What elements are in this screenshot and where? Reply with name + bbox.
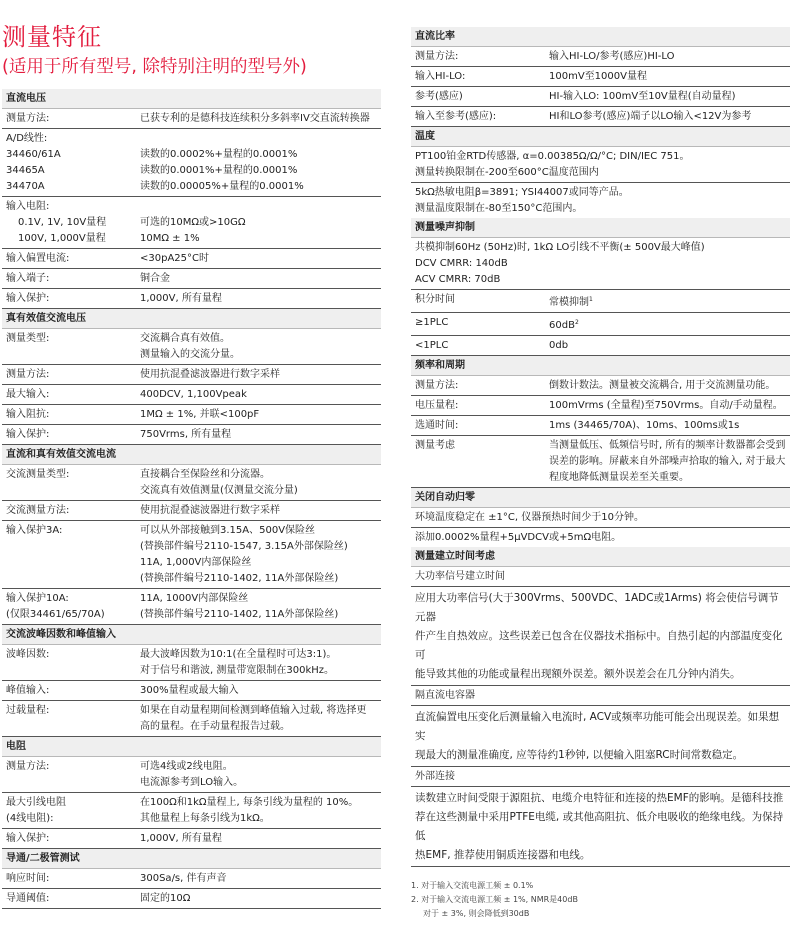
spec-value: 最大波峰因数为10:1(在全量程时可达3:1)。 <box>140 649 337 660</box>
spec-row <box>2 109 381 129</box>
spec-label: 输入至参考(感应): <box>415 111 497 122</box>
section-noise-rejection: 测量噪声抑制 <box>411 218 790 238</box>
spec-value: HI-输入LO: 100mV至10V量程(自动量程) <box>549 91 736 102</box>
spec-row <box>2 869 381 889</box>
spec-text: 5kΩ热敏电阻β=3891; YSI44007或同等产品。 <box>415 187 629 198</box>
spec-value: 11A, 1000V内部保险丝 <box>140 593 249 604</box>
spec-row <box>411 290 790 313</box>
spec-value: 误差的影响。屏蔽来自外部噪声拾取的输入, 对于最大 <box>549 456 786 467</box>
spec-text: 测量转换限制在-200至600°C温度范围内 <box>415 167 599 178</box>
spec-value: 测量输入的交流分量。 <box>140 349 240 360</box>
spec-label: 电压量程: <box>415 400 459 411</box>
left-column <box>2 89 381 909</box>
page-title: 测量特征 <box>2 23 102 51</box>
spec-label: 导通阈值: <box>6 893 50 904</box>
range-label: 0.1V, 1V, 10V量程 <box>18 217 107 228</box>
spec-paragraph <box>411 787 790 867</box>
spec-label: 峰值输入: <box>6 685 50 696</box>
spec-row <box>2 269 381 289</box>
subsection-title: 外部连接 <box>411 767 790 787</box>
spec-label: 参考(感应) <box>415 91 463 102</box>
section-crest: 交流波峰因数和峰值输入 <box>2 625 381 645</box>
spec-row <box>411 107 790 127</box>
spec-value: 1,000V, 所有量程 <box>140 293 222 304</box>
spec-label: 输入端子: <box>6 273 50 284</box>
spec-text: ACV CMRR: 70dB <box>415 274 501 285</box>
section-continuity: 导通/二极管测试 <box>2 849 381 869</box>
subsection-title: 大功率信号建立时间 <box>411 567 790 587</box>
section-autozero-off: 关闭自动归零 <box>411 488 790 508</box>
spec-value: 高的量程。在手动量程报告过载。 <box>140 721 290 732</box>
spec-label: 输入阻抗: <box>6 409 50 420</box>
spec-row <box>411 67 790 87</box>
spec-label: 过载量程: <box>6 705 50 716</box>
spec-label: 测量考虑 <box>415 440 455 451</box>
spec-value: 读数的0.0001%+量程的0.0001% <box>140 165 298 176</box>
spec-value: (替换部件编号2110-1402, 11A外部保险丝) <box>140 609 339 620</box>
spec-label: 测量方法: <box>6 761 50 772</box>
spec-paragraph <box>411 238 790 290</box>
section-current: 直流和真有效值交流电流 <box>2 445 381 465</box>
spec-value: 300%量程或最大输入 <box>140 685 239 696</box>
footnote-ref: 1 <box>589 296 593 303</box>
spec-row <box>2 793 381 829</box>
footnote: 2. 对于输入交流电源工频 ± 1%, NMR是40dB <box>411 895 578 904</box>
spec-value: HI和LO参考(感应)端子以LO输入<12V为参考 <box>549 111 752 122</box>
spec-value: 可选4线或2线电阻。 <box>140 761 233 772</box>
spec-value: 已获专利的是德科技连续积分多斜率IV交直流转换器 <box>140 113 370 124</box>
spec-row <box>2 425 381 445</box>
spec-value: 可以从外部接触到3.15A、500V保险丝 <box>140 525 316 536</box>
spec-label: 输入保护: <box>6 833 50 844</box>
spec-row <box>2 289 381 309</box>
spec-text: PT100铂金RTD传感器, α=0.00385Ω/Ω/°C; DIN/IEC 751。 <box>415 151 690 162</box>
spec-row <box>2 645 381 681</box>
spec-value: 750Vrms, 所有量程 <box>140 429 232 440</box>
spec-row <box>411 87 790 107</box>
spec-text: 直流偏置电压变化后测量输入电流时, ACV或频率功能可能会出现误差。如果想实 <box>415 711 780 742</box>
section-temperature: 温度 <box>411 127 790 147</box>
spec-row <box>2 385 381 405</box>
spec-label: ≥1PLC <box>415 317 449 328</box>
spec-row <box>411 47 790 67</box>
spec-row <box>2 701 381 737</box>
spec-label: 测量类型: <box>6 333 50 344</box>
spec-label: 输入HI-LO: <box>415 71 466 82</box>
spec-value: 其他量程上每条引线为1kΩ。 <box>140 813 270 824</box>
spec-value: 400DCV, 1,100Vpeak <box>140 389 247 400</box>
spec-row <box>2 329 381 365</box>
spec-value: 读数的0.00005%+量程的0.0001% <box>140 181 304 192</box>
spec-label: (4线电阻): <box>6 813 54 824</box>
spec-value: 电流源参考到LO输入。 <box>140 777 244 788</box>
spec-label: 交流测量方法: <box>6 505 70 516</box>
section-ac-voltage: 真有效值交流电压 <box>2 309 381 329</box>
footnote: 1. 对于输入交流电源工频 ± 0.1% <box>411 881 534 890</box>
spec-row <box>2 829 381 849</box>
spec-text: 共模抑制60Hz (50Hz)时, 1kΩ LO引线不平衡(± 500V最大峰值) <box>415 242 705 253</box>
spec-value: 1MΩ ± 1%, 并联<100pF <box>140 409 260 420</box>
spec-value: 60dB <box>549 320 575 331</box>
spec-text: 荐在这些测量中采用PTFE电缆, 或其他高阻抗、低介电吸收的绝缘电线。为保持低 <box>415 811 784 842</box>
spec-row <box>411 336 790 356</box>
spec-paragraph: 环境温度稳定在 ±1°C, 仪器预热时间少于10分钟。 <box>411 508 790 528</box>
spec-paragraph <box>411 183 790 218</box>
section-settling: 测量建立时间考虑 <box>411 547 790 567</box>
spec-label: <1PLC <box>415 340 449 351</box>
spec-value: 100mV至1000V量程 <box>549 71 647 82</box>
spec-row-input-resistance <box>2 197 381 249</box>
spec-value: 固定的10Ω <box>140 893 191 904</box>
spec-text: 热EMF, 推荐使用铜质连接器和电线。 <box>415 849 591 861</box>
spec-value: 交流真有效值测量(仅测量交流分量) <box>140 485 298 496</box>
model-label: 34460/61A <box>6 149 61 160</box>
spec-row <box>411 396 790 416</box>
spec-label: 输入电阻: <box>6 201 50 212</box>
spec-value: 倒数计数法。测量被交流耦合, 用于交流测量功能。 <box>549 380 776 391</box>
spec-paragraph: 添加0.0002%量程+5μVDCV或+5mΩ电阻。 <box>415 532 622 543</box>
spec-row <box>2 589 381 625</box>
footnote: 对于 ± 3%, 则会降低到30dB <box>423 909 530 918</box>
spec-label: 测量方法: <box>415 51 459 62</box>
spec-text: 应用大功率信号(大于300Vrms、500VDC、1ADC或1Arms) 将会使信号调节元器 <box>415 592 779 623</box>
spec-text: 件产生自热效应。这些误差已包含在仪器技术指标中。自热引起的内部温度变化可 <box>415 630 783 661</box>
spec-label: 测量方法: <box>415 380 459 391</box>
spec-row <box>411 416 790 436</box>
spec-row <box>411 436 790 488</box>
spec-value: 使用抗混叠滤波器进行数字采样 <box>140 505 280 516</box>
spec-value: 直接耦合至保险丝和分流器。 <box>140 469 270 480</box>
spec-row <box>2 249 381 269</box>
title-block <box>2 22 307 80</box>
spec-value: 当测量低压、低频信号时, 所有的频率计数器都会受到 <box>549 440 786 451</box>
spec-value: 如果在自动量程期间检测到峰值输入过载, 将选择更 <box>140 705 367 716</box>
spec-value: 可选的10MΩ或>10GΩ <box>140 217 246 228</box>
spec-row <box>2 465 381 501</box>
spec-label: 输入偏置电流: <box>6 253 70 264</box>
spec-label: 选通时间: <box>415 420 459 431</box>
spec-text: 读数建立时间受限于源阻抗、电缆介电特征和连接的热EMF的影响。是德科技推 <box>415 792 784 804</box>
section-frequency: 频率和周期 <box>411 356 790 376</box>
spec-text: 测量温度限制在-80至150°C范围内。 <box>415 203 583 214</box>
spec-label: 最大输入: <box>6 389 50 400</box>
spec-row <box>2 501 381 521</box>
spec-value: (替换部件编号2110-1547, 3.15A外部保险丝) <box>140 541 348 552</box>
spec-text: 能导致其他的功能或量程出现额外误差。额外误差会在几分钟内消失。 <box>415 668 741 680</box>
spec-row <box>2 889 381 909</box>
spec-label: 测量方法: <box>6 113 50 124</box>
spec-label: 波峰因数: <box>6 649 50 660</box>
section-dc-ratio: 直流比率 <box>411 27 790 47</box>
spec-value: 交流耦合真有效值。 <box>140 333 230 344</box>
spec-label: 测量方法: <box>6 369 50 380</box>
spec-value: 输入HI-LO/参考(感应)HI-LO <box>549 51 675 62</box>
model-label: 34465A <box>6 165 45 176</box>
spec-paragraph <box>411 147 790 183</box>
column-header: 积分时间 <box>415 294 455 305</box>
spec-label: A/D线性: <box>6 133 48 144</box>
spec-row <box>2 521 381 589</box>
spec-row <box>2 681 381 701</box>
spec-value: 1ms (34465/70A)、10ms、100ms或1s <box>549 420 740 431</box>
spec-text: DCV CMRR: 140dB <box>415 258 508 269</box>
page-subtitle: (适用于所有型号, 除特别注明的型号外) <box>2 57 307 77</box>
spec-row <box>2 365 381 385</box>
section-dc-voltage: 直流电压 <box>2 89 381 109</box>
spec-row-ad-linearity <box>2 129 381 197</box>
spec-row <box>411 313 790 336</box>
spec-value: 11A, 1,000V内部保险丝 <box>140 557 252 568</box>
spec-label: 输入保护3A: <box>6 525 63 536</box>
range-label: 100V, 1,000V量程 <box>18 233 106 244</box>
spec-label: 响应时间: <box>6 873 50 884</box>
spec-value: 读数的0.0002%+量程的0.0001% <box>140 149 298 160</box>
spec-label: 输入保护: <box>6 293 50 304</box>
spec-text: 现最大的测量准确度, 应等待约1秒钟, 以便输入阻塞RC时间常数稳定。 <box>415 749 744 761</box>
footnotes <box>411 879 790 921</box>
spec-row <box>2 405 381 425</box>
spec-paragraph <box>411 706 790 767</box>
spec-label: (仅限34461/65/70A) <box>6 609 105 620</box>
spec-value: 0db <box>549 340 569 351</box>
spec-row <box>411 376 790 396</box>
spec-value: 1,000V, 所有量程 <box>140 833 222 844</box>
spec-value: <30pA25°C时 <box>140 253 209 264</box>
spec-label: 交流测量类型: <box>6 469 70 480</box>
column-header: 常模抑制 <box>549 297 589 308</box>
spec-value: 程度地降低测量误差至关重要。 <box>549 472 689 483</box>
spec-label: 最大引线电阻 <box>6 797 66 808</box>
model-label: 34470A <box>6 181 45 192</box>
right-column <box>411 27 790 921</box>
spec-label: 输入保护10A: <box>6 593 69 604</box>
spec-row <box>2 757 381 793</box>
spec-paragraph <box>411 587 790 686</box>
spec-value: 铜合金 <box>140 273 170 284</box>
subsection-title: 隔直流电容器 <box>411 686 790 706</box>
footnote-ref: 2 <box>574 319 579 326</box>
spec-label: 输入保护: <box>6 429 50 440</box>
spec-value: 使用抗混叠滤波器进行数字采样 <box>140 369 280 380</box>
spec-value: (替换部件编号2110-1402, 11A外部保险丝) <box>140 573 339 584</box>
section-resistance: 电阻 <box>2 737 381 757</box>
spec-value: 在100Ω和1kΩ量程上, 每条引线为量程的 10%。 <box>140 797 359 808</box>
spec-value: 100mVrms (全量程)至750Vrms。自动/手动量程。 <box>549 400 783 411</box>
spec-value: 300Sa/s, 伴有声音 <box>140 873 227 884</box>
spec-value: 对于信号和谐波, 测量带宽限制在300kHz。 <box>140 665 335 676</box>
spec-value: 10MΩ ± 1% <box>140 233 200 244</box>
